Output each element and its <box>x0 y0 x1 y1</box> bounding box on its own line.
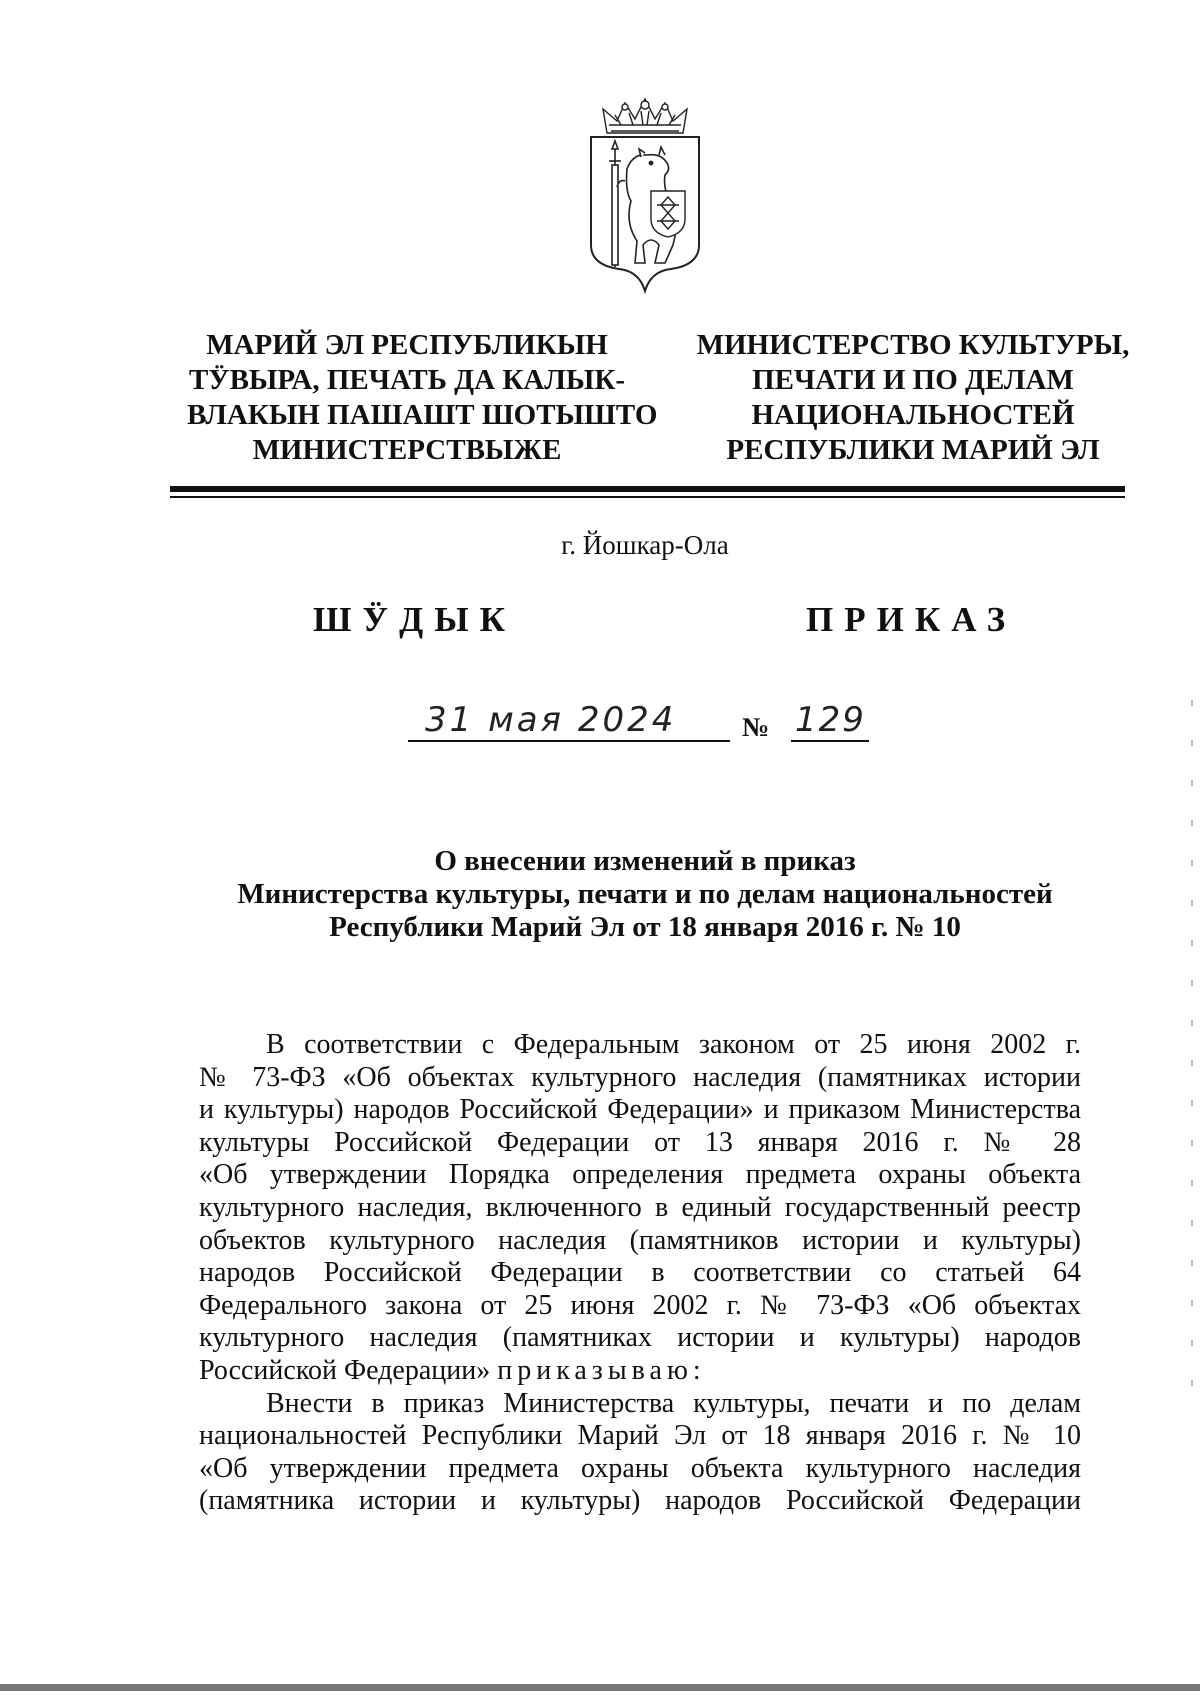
body-line: и культуры) народов Российской Федерации» и приказом Министерства <box>199 1094 1081 1126</box>
body-line: В соответствии с Федеральным законом от 25 июня 2002 г. <box>266 1029 1081 1060</box>
body-line: «Об утверждении предмета охраны объекта культурного наследия <box>199 1452 1081 1484</box>
header-left-line: МИНИСТЕРСТВЫЖЕ <box>252 434 562 466</box>
orders-word: приказываю: <box>497 1354 706 1386</box>
body-line: (памятника истории и культуры) народов Российской Федерации <box>199 1485 1081 1517</box>
body-line: № 73-ФЗ «Об объектах культурного наследия (памятниках истории <box>199 1061 1081 1093</box>
title-line: Республики Марий Эл от 18 января 2016 г. № 10 <box>329 911 961 943</box>
header-mari-ministry-name <box>187 328 658 468</box>
order-date-handwritten: 31 мая 2024 <box>425 700 677 740</box>
body-line: национальностей Республики Марий Эл от 18 января 2016 г. № 10 <box>199 1420 1081 1452</box>
body-line: Внести в приказ Министерства культуры, печати и по делам <box>266 1387 1081 1419</box>
header-right-line: НАЦИОНАЛЬНОСТЕЙ <box>751 399 1075 431</box>
body-line: Федерального закона от 25 июня 2002 г. № 73-ФЗ «Об объектах <box>199 1289 1081 1321</box>
order-title <box>0 845 1200 944</box>
header-left-line: МАРИЙ ЭЛ РЕСПУБЛИКЫН <box>206 329 608 361</box>
body-line: объектов культурного наследия (памятников истории и культуры) <box>199 1224 1081 1256</box>
body-line: культурного наследия (памятниках истории и культуры) народов <box>199 1322 1081 1354</box>
header-left-line: ВЛАКЫН ПАШАШТ ШОТЫШТО <box>187 399 658 431</box>
body-line: «Об утверждении Порядка определения предмета охраны объекта <box>199 1159 1081 1191</box>
body-line: культурного наследия, включенного в единый государственный реестр <box>199 1191 1081 1223</box>
body-line: культуры Российской Федерации от 13 января 2016 г. № 28 <box>199 1126 1081 1158</box>
header-right-line: МИНИСТЕРСТВО КУЛЬТУРЫ, <box>696 329 1130 361</box>
header-right-line: ПЕЧАТИ И ПО ДЕЛАМ <box>752 364 1074 396</box>
number-sign: № <box>742 712 770 742</box>
header-right-line: РЕСПУБЛИКИ МАРИЙ ЭЛ <box>726 434 1100 466</box>
coat-of-arms-emblem <box>585 95 705 295</box>
scan-bottom-edge <box>0 1684 1200 1691</box>
header-divider-thick <box>170 486 1125 492</box>
title-line: О внесении изменений в приказ <box>434 845 856 877</box>
header-divider-thin <box>170 496 1125 498</box>
city-name: г. Йошкар-Ола <box>561 530 729 560</box>
scan-edge-marks <box>1191 700 1193 1400</box>
body-line: народов Российской Федерации в соответствии со статьей 64 <box>199 1257 1081 1289</box>
doc-kind-russian: ПРИКАЗ <box>806 600 1017 639</box>
ornament-shield-icon <box>651 191 685 237</box>
date-underline <box>408 740 730 742</box>
title-line: Министерства культуры, печати и по делам национальностей <box>237 878 1053 910</box>
order-body <box>199 1029 1081 1518</box>
body-line-prefix: Российской Федерации» <box>199 1354 498 1386</box>
number-underline <box>791 740 869 742</box>
doc-kind-mari: ШӰДЫК <box>313 600 516 639</box>
order-number-handwritten: 129 <box>795 700 866 740</box>
body-line-last <box>199 1355 1081 1388</box>
header-russian-ministry-name <box>693 328 1133 468</box>
header-left-line: ТӰВЫРА, ПЕЧАТЬ ДА КАЛЫК- <box>188 364 626 396</box>
crown-icon <box>603 99 687 133</box>
